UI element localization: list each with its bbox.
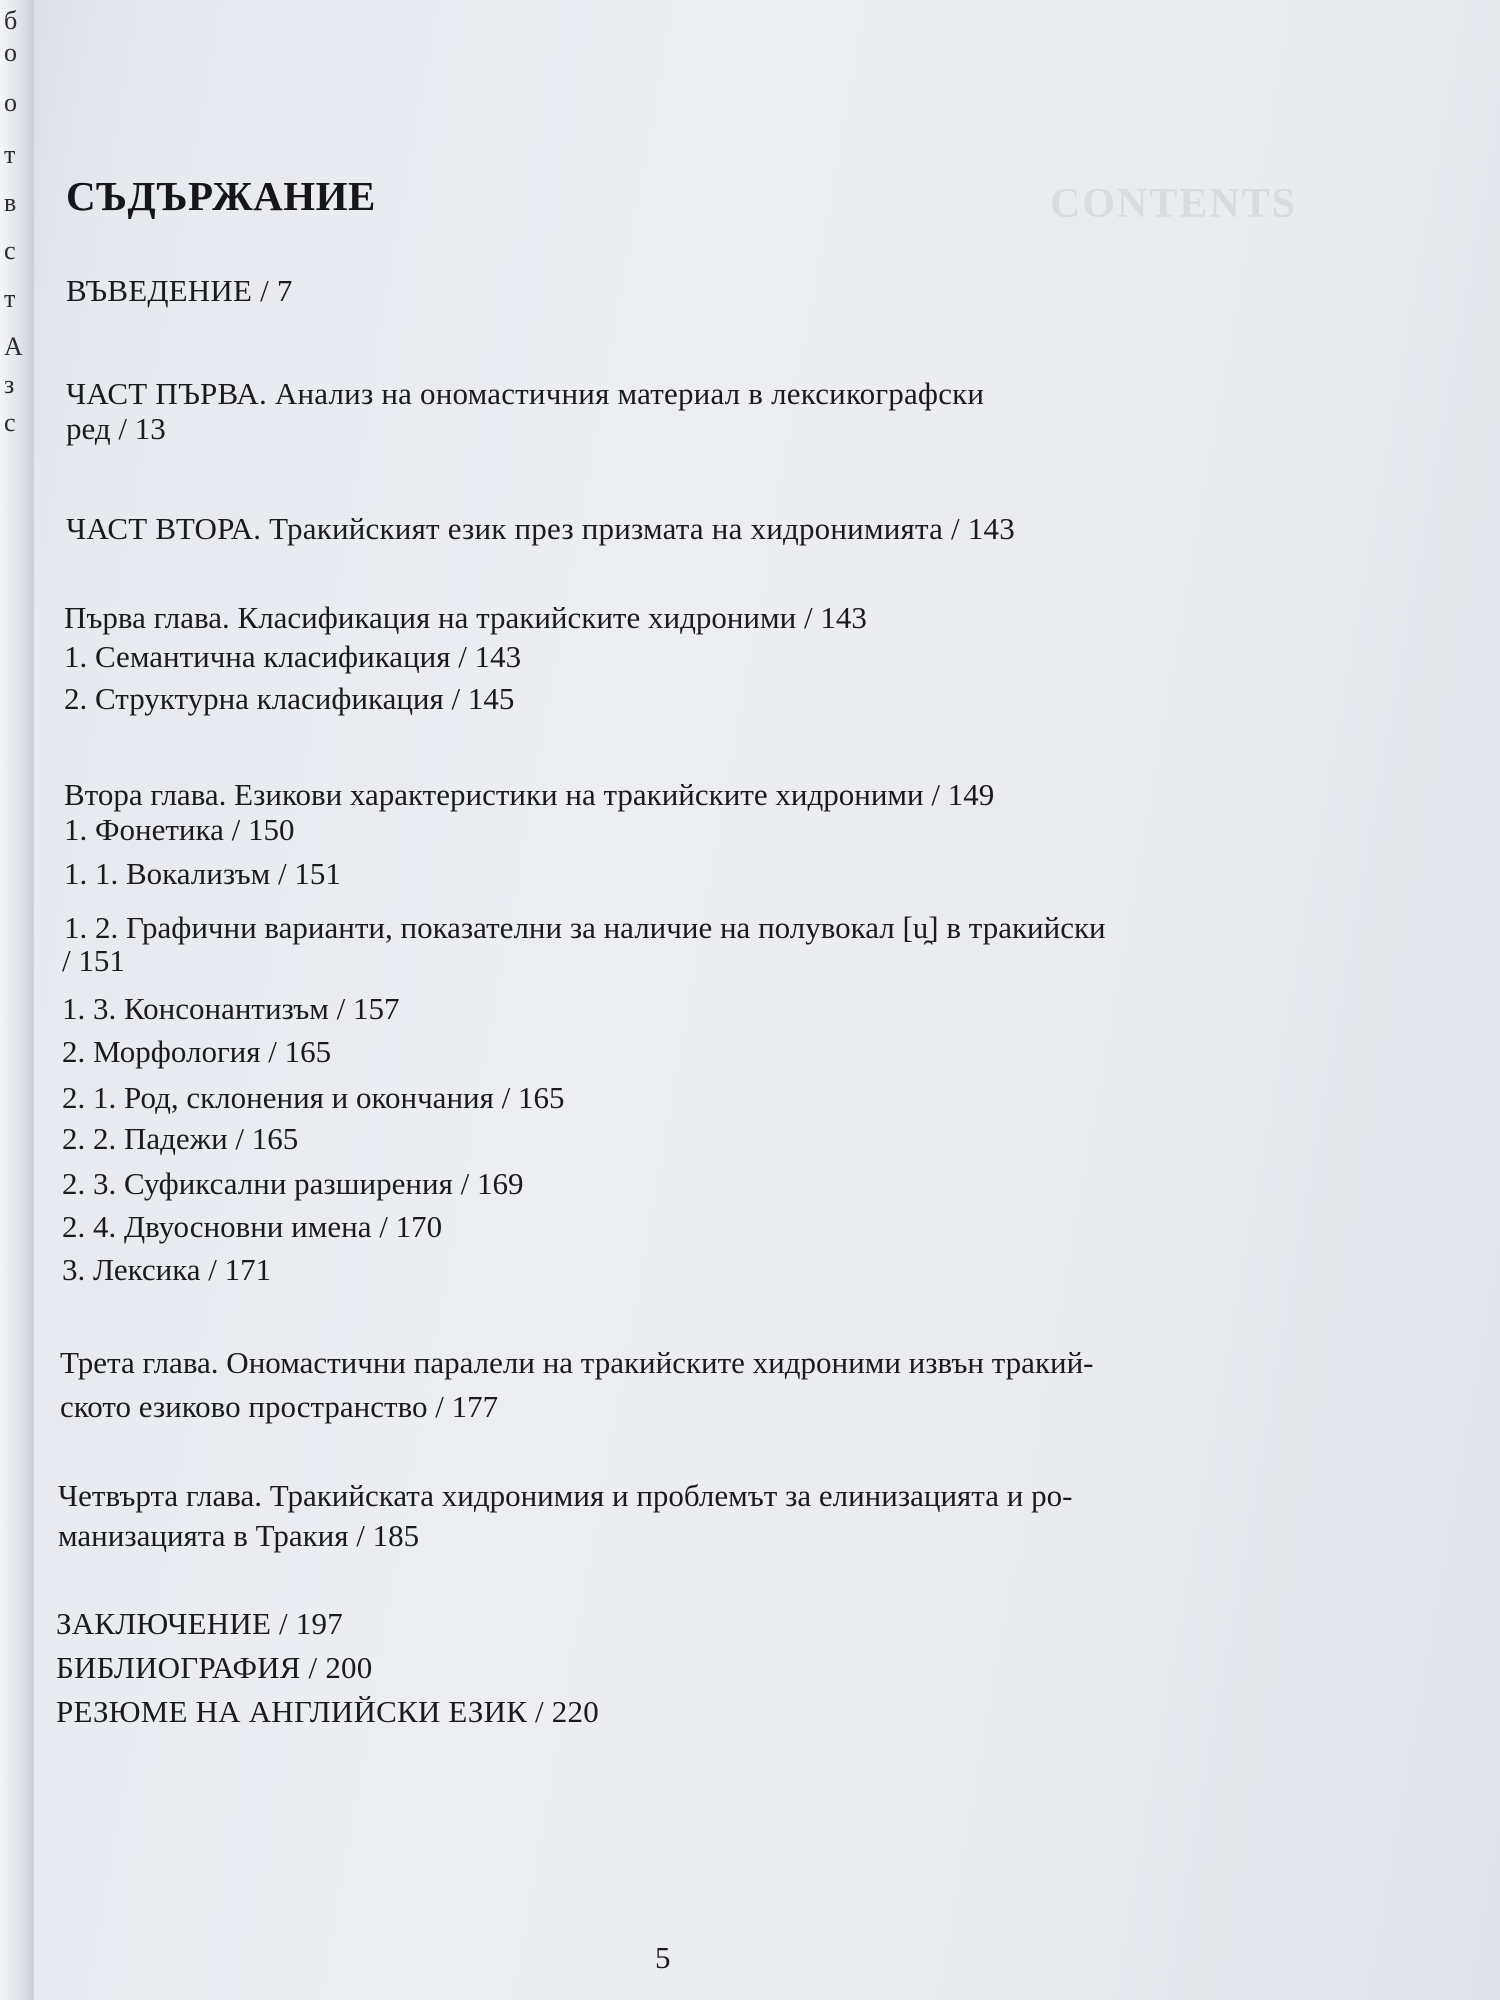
facing-page-letter: о (4, 38, 17, 67)
toc-entry-graphic-variants-continued: / 151 (62, 943, 125, 978)
facing-page-letter: в (4, 188, 17, 217)
facing-page-letter: т (4, 284, 16, 313)
toc-entry-gender-declensions: 2. 1. Род, склонения и окончания / 165 (62, 1080, 565, 1115)
show-through-title: CONTENTS (1050, 181, 1298, 227)
toc-entry-chapter-three: Трета глава. Ономастични паралели на тракийските хидроними извън тракий- (60, 1345, 1094, 1380)
toc-entry-morphology: 2. Морфология / 165 (62, 1034, 332, 1069)
facing-page-letter: т (4, 140, 16, 169)
toc-entry-compound-names: 2. 4. Двуосновни имена / 170 (62, 1209, 443, 1244)
toc-entry-english-summary: РЕЗЮМЕ НА АНГЛИЙСКИ ЕЗИК / 220 (56, 1694, 599, 1729)
toc-entry-part-two: ЧАСТ ВТОРА. Тракийският език през призмата на хидронимията / 143 (66, 511, 1015, 546)
toc-entry-suffix-extensions: 2. 3. Суфиксални разширения / 169 (62, 1166, 524, 1201)
page-number: 5 (655, 1940, 671, 1975)
toc-entry-consonantism: 1. 3. Консонантизъм / 157 (62, 991, 400, 1026)
toc-entry-vocalism: 1. 1. Вокализъм / 151 (64, 856, 341, 891)
toc-entry-lexicon: 3. Лексика / 171 (62, 1252, 272, 1287)
facing-page-letter: А (4, 332, 23, 361)
facing-page-letter: с (4, 236, 16, 265)
toc-entry-structural-classification: 2. Структурна класификация / 145 (64, 681, 515, 716)
toc-entry-semantic-classification: 1. Семантична класификация / 143 (64, 639, 522, 674)
facing-page-letter: з (4, 370, 15, 399)
toc-entry-chapter-one: Първа глава. Класификация на тракийските хидроними / 143 (64, 600, 867, 635)
facing-page-letter: с (4, 408, 16, 437)
toc-entry-chapter-two: Втора глава. Езикови характеристики на тракийските хидроними / 149 (64, 777, 995, 812)
toc-entry-part-one: ЧАСТ ПЪРВА. Анализ на ономастичния материал в лексикографски (66, 376, 985, 411)
toc-entry-part-one-continued: ред / 13 (66, 411, 166, 446)
toc-entry-cases: 2. 2. Падежи / 165 (62, 1121, 299, 1156)
page-title: СЪДЪРЖАНИЕ (66, 173, 376, 219)
facing-page-letter: б (4, 6, 18, 35)
toc-entry-chapter-three-continued: ското езиково пространство / 177 (60, 1389, 499, 1424)
toc-entry-conclusion: ЗАКЛЮЧЕНИЕ / 197 (56, 1606, 343, 1641)
facing-page-letter: о (4, 88, 17, 117)
toc-entry-introduction: ВЪВЕДЕНИЕ / 7 (66, 273, 293, 308)
toc-entry-chapter-four-continued: манизацията в Тракия / 185 (58, 1518, 420, 1553)
toc-entry-chapter-four: Четвърта глава. Тракийската хидронимия и проблемът за елинизацията и ро- (58, 1478, 1073, 1513)
toc-entry-bibliography: БИБЛИОГРАФИЯ / 200 (56, 1650, 373, 1685)
toc-entry-graphic-variants: 1. 2. Графични варианти, показателни за наличие на полувокал [u̯] в тракийски (64, 910, 1106, 945)
toc-entry-phonetics: 1. Фонетика / 150 (64, 812, 295, 847)
